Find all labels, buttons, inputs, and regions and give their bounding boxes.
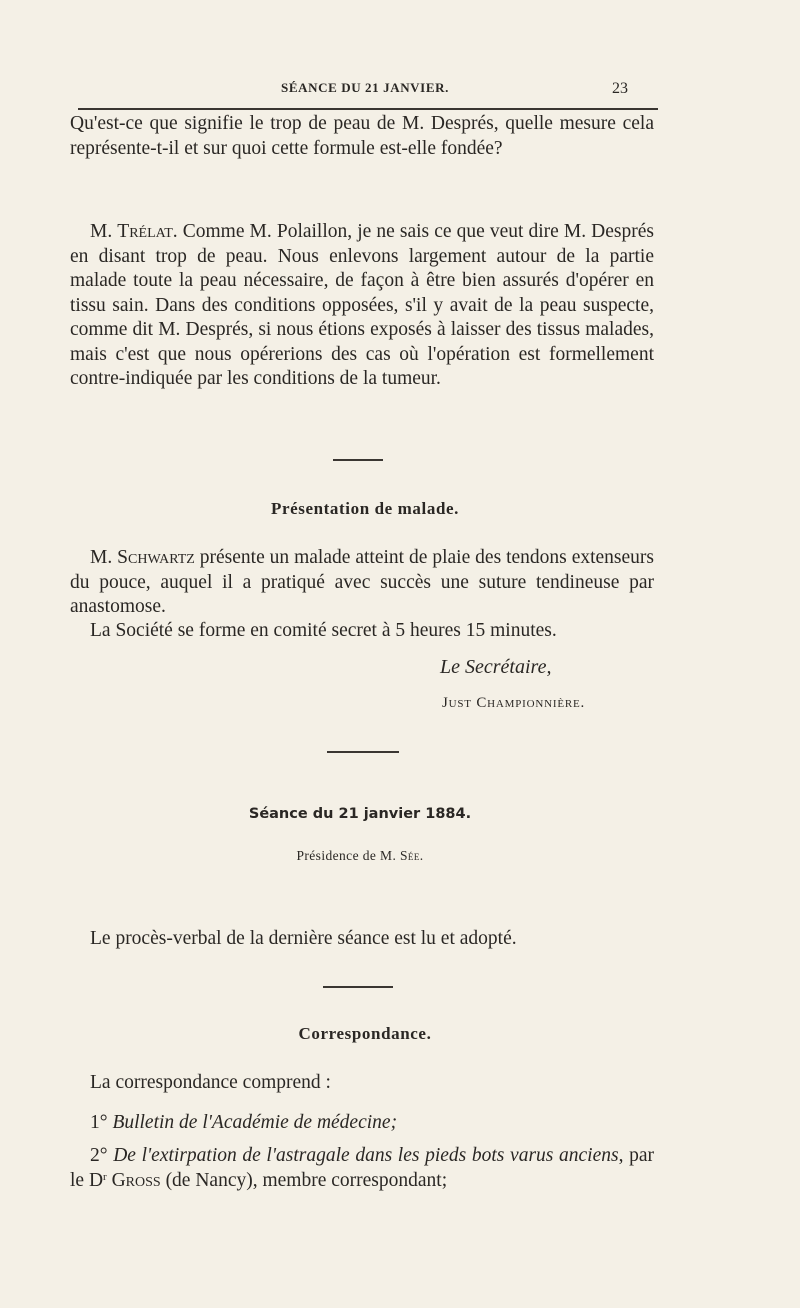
schwartz-text: présente un malade atteint de plaie des tendons extenseurs du pouce, auquel il a pratiqué avec succès une suture tendineuse par anastomose. bbox=[70, 547, 654, 617]
item-number: 2° bbox=[90, 1145, 108, 1166]
item-author-sup: r bbox=[103, 1170, 107, 1183]
running-head-title: SÉANCE DU 21 JANVIER. bbox=[281, 80, 449, 95]
correspondance-divider bbox=[323, 986, 393, 988]
president-name: Sée bbox=[400, 848, 420, 863]
page-number: 23 bbox=[612, 80, 628, 97]
speaker-prefix: M. bbox=[90, 221, 118, 242]
running-head bbox=[0, 80, 800, 100]
paragraph-schwartz bbox=[70, 546, 654, 620]
list-item bbox=[70, 1111, 654, 1136]
header-rule bbox=[78, 108, 658, 110]
speaker-name: Trélat bbox=[117, 221, 173, 242]
item-number: 1° bbox=[90, 1112, 108, 1133]
paragraph-proces-verbal: Le procès-verbal de la dernière séance est lu et adopté. bbox=[90, 928, 517, 949]
schwartz-prefix: M. bbox=[90, 547, 118, 568]
section-title-correspondance: Correspondance. bbox=[298, 1024, 432, 1043]
seance-title: Séance du 21 janvier 1884. bbox=[248, 806, 472, 822]
item-rest-suffix: (de Nancy), membre correspondant; bbox=[160, 1169, 448, 1191]
paragraph-trelat-text: . Comme M. Polaillon, je ne sais ce que veut dire M. Després en disant trop de peau. Nous enlevons largement autour de la partie malade toute la peau nécessaire, de façon à être bien assurés d'opérer en tissu sain. Dans des conditions opposées, s'il y avait de la peau suspecte, comme dit M. Després, si nous étions exposés à laisser des tissus malades, mais c'est que nous opérerions des cas où l'opération est formellement contre-indiquée par les conditions de la tumeur. bbox=[70, 221, 654, 389]
section-title-presentation: Présentation de malade. bbox=[270, 499, 460, 518]
item-title: De l'extirpation de l'astragale dans les pieds bots varus anciens bbox=[113, 1145, 619, 1166]
item-author: Gross bbox=[111, 1169, 161, 1191]
presidence-prefix: Présidence de M. bbox=[296, 848, 401, 863]
presidence-suffix: . bbox=[419, 848, 424, 863]
signature-role: Le Secrétaire, bbox=[440, 656, 552, 678]
signature-name: Just Championnière. bbox=[442, 695, 586, 711]
item-title: Bulletin de l'Académie de médecine; bbox=[112, 1112, 398, 1133]
correspondance-intro: La correspondance comprend : bbox=[90, 1072, 331, 1093]
schwartz-name: Schwartz bbox=[117, 547, 195, 568]
seance-divider bbox=[327, 751, 399, 753]
section-divider bbox=[333, 459, 383, 461]
list-item bbox=[70, 1144, 654, 1193]
item-rest-prefix: , par le D bbox=[70, 1145, 655, 1191]
paragraph-question: Qu'est-ce que signifie le trop de peau de M. Després, quelle mesure cela représente-t-il et sur quoi cette formule est-elle fondée? bbox=[70, 113, 654, 159]
paragraph-trelat bbox=[70, 220, 654, 392]
presidence-line bbox=[0, 848, 720, 864]
paragraph-comite: La Société se forme en comité secret à 5 heures 15 minutes. bbox=[90, 620, 557, 641]
